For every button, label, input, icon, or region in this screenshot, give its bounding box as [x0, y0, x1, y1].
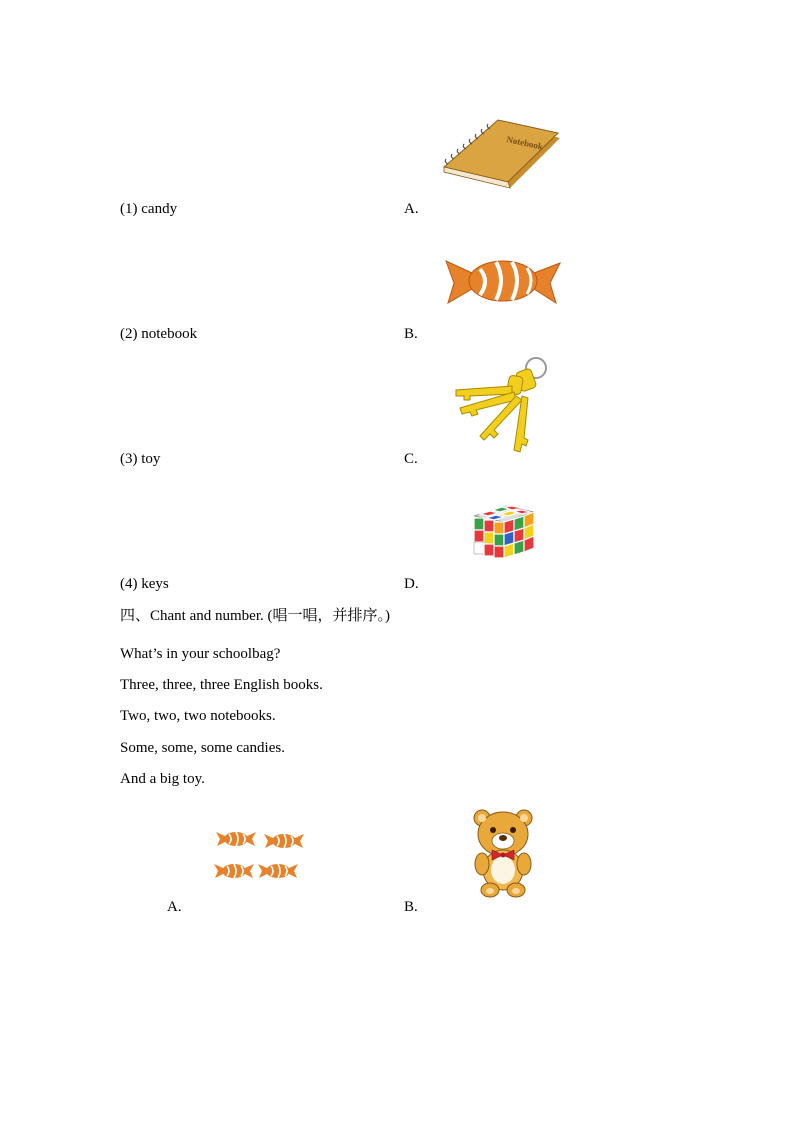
picture-letter-b: B. [404, 899, 418, 915]
item-word: keys [141, 576, 169, 592]
candies-icon [214, 828, 306, 884]
chant-line-2: Three, three, three English books. [120, 677, 323, 693]
item-number: (1) [120, 201, 138, 217]
teddy-bear-icon [472, 808, 534, 898]
candy-icon [444, 255, 562, 307]
chant-line-4: Some, some, some candies. [120, 740, 285, 756]
option-letter-d: D. [404, 576, 419, 592]
match-item-candy [120, 200, 177, 218]
item-word: candy [141, 201, 178, 217]
match-item-toy [120, 450, 160, 468]
rubiks-cube-icon [472, 500, 536, 560]
option-letter-b: B. [404, 326, 418, 342]
notebook-icon [440, 120, 562, 192]
item-word: notebook [141, 326, 198, 342]
picture-letter-a: A. [167, 899, 182, 915]
item-number: (4) [120, 576, 138, 592]
option-letter-a: A. [404, 201, 419, 217]
match-item-notebook [120, 325, 197, 343]
section-heading: 四、Chant and number. (唱一唱，并排序。) [120, 608, 390, 624]
keys-icon [452, 356, 554, 454]
match-item-keys [120, 575, 169, 593]
chant-line-3: Two, two, two notebooks. [120, 708, 276, 724]
item-word: toy [141, 451, 161, 467]
item-number: (2) [120, 326, 138, 342]
chant-line-5: And a big toy. [120, 771, 205, 787]
chant-line-1: What’s in your schoolbag? [120, 646, 281, 662]
option-letter-c: C. [404, 451, 418, 467]
notebook-cover-label: Notebook [505, 134, 544, 152]
item-number: (3) [120, 451, 138, 467]
